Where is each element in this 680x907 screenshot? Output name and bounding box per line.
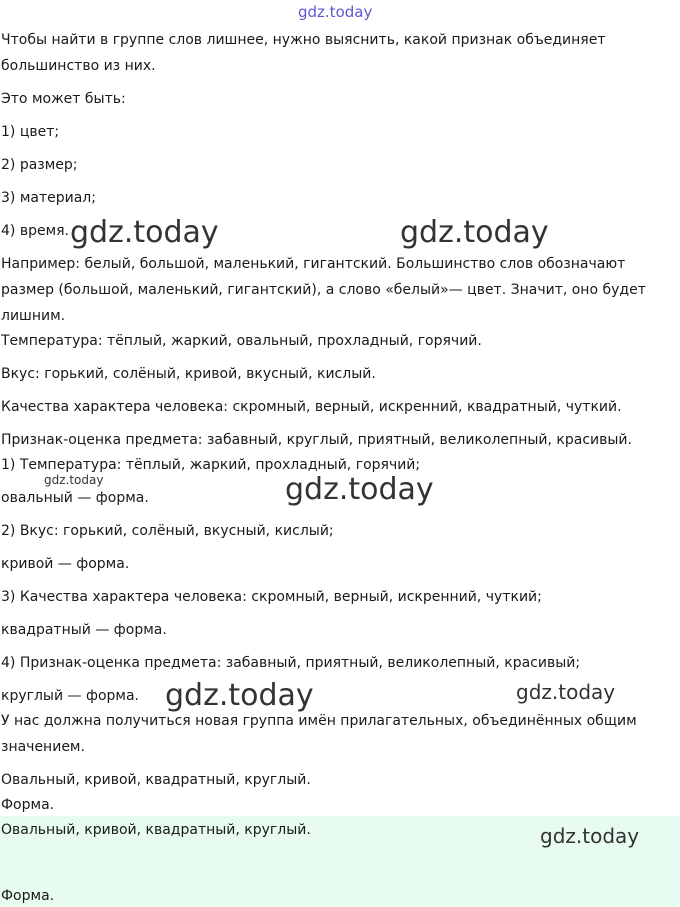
watermark: gdz.today: [540, 824, 640, 848]
text-line: Это может быть:: [1, 91, 126, 107]
text-line: Овальный, кривой, квадратный, круглый.: [1, 822, 311, 838]
text-line: У нас должна получиться новая группа имён прилагательных, объединённых общим: [1, 713, 637, 729]
text-line: 4) время.: [1, 223, 70, 239]
text-line: 2) размер;: [1, 157, 78, 173]
text-line: овальный — форма.: [1, 490, 149, 506]
text-line: кривой — форма.: [1, 556, 130, 572]
text-line: 2) Вкус: горький, солёный, вкусный, кислый;: [1, 523, 334, 539]
text-line: Вкус: горький, солёный, кривой, вкусный, кислый.: [1, 366, 376, 382]
watermark: gdz.today: [285, 472, 434, 507]
text-line: Чтобы найти в группе слов лишнее, нужно выяснить, какой признак объединяет: [1, 32, 606, 48]
text-line: круглый — форма.: [1, 688, 139, 704]
text-line: 3) материал;: [1, 190, 96, 206]
text-line: Признак-оценка предмета: забавный, круглый, приятный, великолепный, красивый.: [1, 432, 632, 448]
watermark: gdz.today: [44, 473, 104, 487]
watermark: gdz.today: [516, 680, 616, 704]
watermark-top: gdz.today: [298, 3, 373, 21]
watermark: gdz.today: [165, 678, 314, 713]
text-line: 4) Признак-оценка предмета: забавный, приятный, великолепный, красивый;: [1, 655, 581, 671]
text-line: лишним.: [1, 308, 66, 324]
watermark: gdz.today: [400, 215, 549, 250]
text-line: Форма.: [1, 797, 55, 813]
text-line: Например: белый, большой, маленький, гигантский. Большинство слов обозначают: [1, 256, 626, 272]
text-line: 1) Температура: тёплый, жаркий, прохладный, горячий;: [1, 457, 421, 473]
text-line: размер (большой, маленький, гигантский), а слово «белый»— цвет. Значит, оно будет: [1, 282, 646, 298]
text-line: Форма.: [1, 888, 55, 904]
watermark: gdz.today: [70, 215, 219, 250]
text-line: Температура: тёплый, жаркий, овальный, прохладный, горячий.: [1, 333, 482, 349]
text-line: квадратный — форма.: [1, 622, 167, 638]
text-line: 1) цвет;: [1, 124, 60, 140]
text-line: значением.: [1, 739, 85, 755]
text-line: 3) Качества характера человека: скромный, верный, искренний, чуткий;: [1, 589, 542, 605]
text-line: большинство из них.: [1, 58, 156, 74]
text-line: Овальный, кривой, квадратный, круглый.: [1, 772, 311, 788]
text-line: Качества характера человека: скромный, верный, искренний, квадратный, чуткий.: [1, 399, 622, 415]
